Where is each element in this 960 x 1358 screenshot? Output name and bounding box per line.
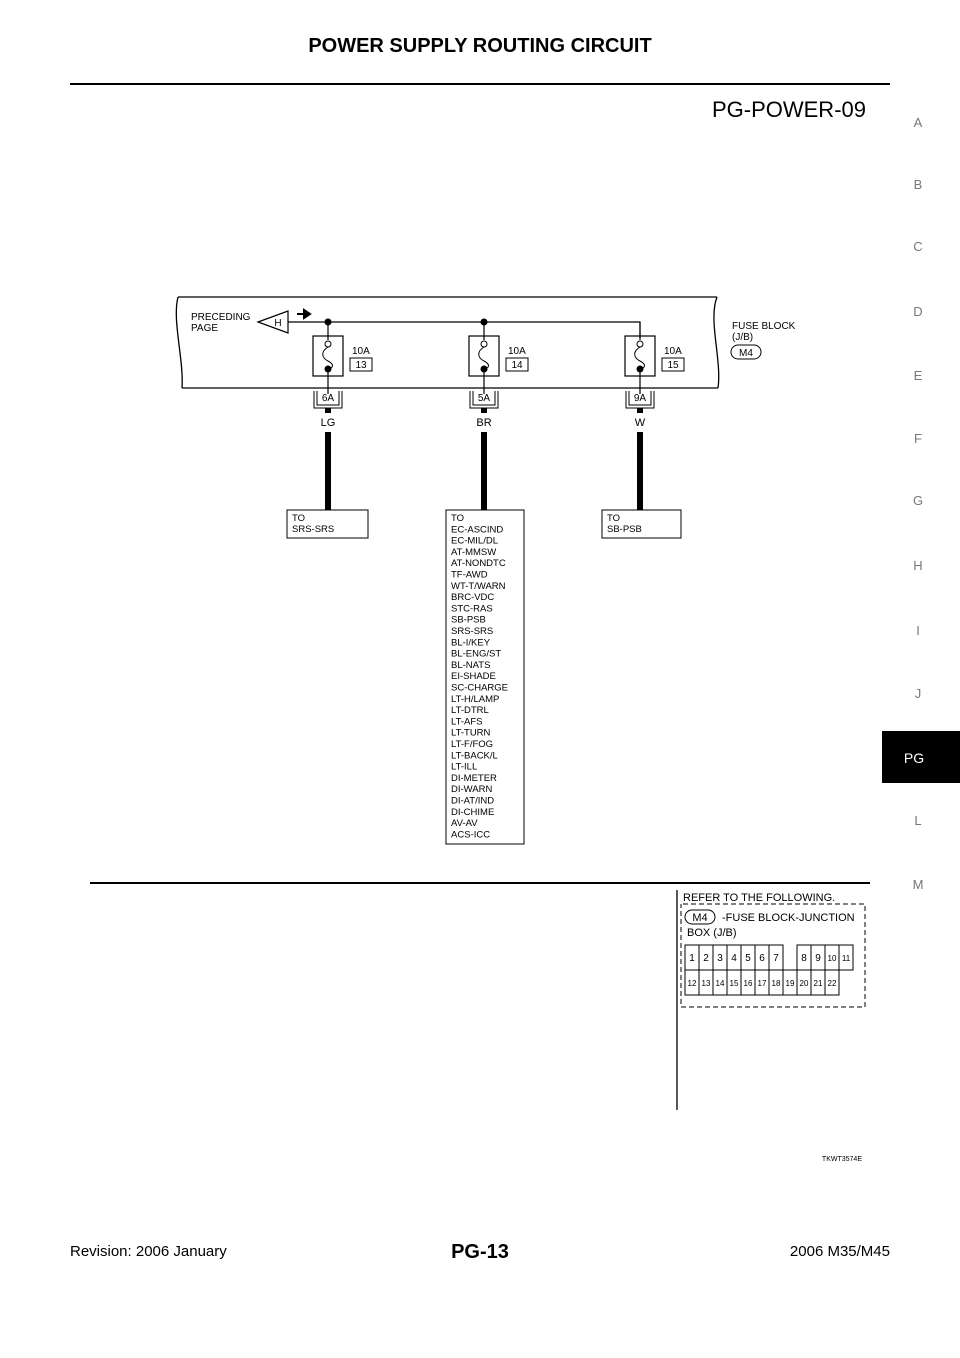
destination-middle-item[interactable]: SRS-SRS: [451, 626, 494, 637]
wire-color: W: [634, 417, 646, 429]
fuse-block-label: FUSE BLOCK: [732, 321, 796, 332]
destination-middle-item[interactable]: LT-ILL: [451, 761, 478, 773]
connector-cell-number: 22: [827, 979, 837, 988]
connector-cell-number: 17: [757, 979, 767, 988]
destination-middle-item: TO: [451, 513, 465, 524]
destination-middle-item[interactable]: SC-CHARGE: [451, 682, 509, 694]
destination-middle-item[interactable]: LT-DTRL: [451, 705, 489, 717]
wire: [325, 432, 331, 510]
destination-middle-item[interactable]: STC-RAS: [451, 603, 493, 615]
wire: [481, 432, 487, 510]
side-tab-b[interactable]: B: [913, 177, 923, 192]
fuse-block-label-2: (J/B): [732, 332, 754, 343]
destination-middle-item[interactable]: ACS-ICC: [451, 829, 491, 841]
off-page-flag-icon[interactable]: [258, 311, 288, 333]
destination-right-name[interactable]: SB-PSB: [607, 524, 642, 535]
destination-middle-list: [451, 513, 508, 840]
destination-middle-item[interactable]: AT-NONDTC: [451, 558, 506, 570]
connector-cell-number: 20: [799, 979, 809, 988]
destination-middle-item[interactable]: DI-WARN: [451, 784, 493, 796]
side-tab-m[interactable]: M: [912, 877, 924, 892]
connector-cell-number: 14: [715, 979, 725, 988]
wire: [481, 408, 487, 413]
side-tab-d[interactable]: D: [913, 304, 923, 319]
connector-cell-number: 2: [703, 953, 709, 964]
wire-color: LG: [320, 417, 336, 429]
connector-cell-number: 16: [743, 979, 753, 988]
destination-left-name[interactable]: SRS-SRS: [292, 524, 335, 535]
destination-middle-item[interactable]: AT-MMSW: [451, 546, 497, 558]
flag-letter: H: [274, 318, 282, 329]
preceding-page-label-2: PAGE: [191, 323, 219, 334]
connector-cell-number: 8: [801, 953, 807, 964]
fuses: [313, 322, 684, 510]
connector-cell-number: 1: [689, 953, 695, 964]
destination-middle-item[interactable]: BL-ENG/ST: [451, 648, 502, 660]
connector-cell-number: 5: [745, 953, 751, 964]
wire-color: BR: [476, 417, 492, 429]
fuse-terminal: [325, 341, 331, 347]
reference-connector-desc: -FUSE BLOCK-JUNCTION: [722, 912, 855, 924]
side-tab-c[interactable]: C: [913, 239, 923, 254]
side-tab-l[interactable]: L: [914, 813, 922, 828]
fuse-rating: 10A: [352, 346, 370, 357]
destination-middle-item[interactable]: WT-T/WARN: [451, 580, 506, 592]
footer-page-number: PG-13: [451, 1241, 509, 1263]
wire: [637, 408, 643, 413]
connector-cell-number: 10: [827, 954, 837, 963]
fuse-number: 13: [355, 360, 367, 371]
connector-cell-number: 7: [773, 953, 779, 964]
destination-middle-item[interactable]: LT-AFS: [451, 716, 483, 728]
fuse-rating: 10A: [664, 346, 682, 357]
destination-middle-item[interactable]: DI-METER: [451, 772, 497, 784]
side-tab-h[interactable]: H: [913, 558, 923, 573]
destination-middle-item[interactable]: SB-PSB: [451, 614, 486, 626]
connector-cell-number: 9: [815, 953, 821, 964]
destination-right-to: TO: [607, 513, 621, 524]
connector-cell-number: 3: [717, 953, 723, 964]
destination-middle-item[interactable]: EI-SHADE: [451, 671, 496, 683]
connector-cell-number: 19: [785, 979, 795, 988]
fuse-block-connector: M4: [739, 348, 753, 359]
destination-middle-item[interactable]: LT-H/LAMP: [451, 693, 500, 705]
connector-terminal: 5A: [477, 393, 491, 404]
connector-cell-number: 6: [759, 953, 765, 964]
fuse-terminal: [481, 341, 487, 347]
reference-heading: REFER TO THE FOLLOWING.: [683, 892, 836, 904]
fuse-number: 15: [667, 360, 679, 371]
diagram-id: PG-POWER-09: [711, 97, 866, 122]
connector-cell-number: 15: [729, 979, 739, 988]
reference-connector-desc-2: BOX (J/B): [687, 927, 737, 939]
connector-cell-number: 12: [687, 979, 697, 988]
destination-middle-item[interactable]: EC-ASCIND: [451, 524, 504, 536]
side-tab-pg[interactable]: PG: [903, 750, 925, 766]
wire: [325, 408, 331, 413]
side-tab-i[interactable]: I: [916, 623, 920, 638]
page-title: POWER SUPPLY ROUTING CIRCUIT: [308, 35, 652, 57]
destination-middle-item[interactable]: BL-I/KEY: [451, 637, 491, 649]
destination-middle-item[interactable]: LT-TURN: [451, 727, 491, 739]
footer-model: 2006 M35/M45: [789, 1243, 890, 1260]
fuse-number: 14: [511, 360, 523, 371]
side-tab-a[interactable]: A: [913, 115, 923, 130]
connector-terminal: 6A: [321, 393, 335, 404]
fuse-rating: 10A: [508, 346, 526, 357]
footer-revision: Revision: 2006 January: [70, 1243, 227, 1260]
arrow-right-icon: [297, 310, 310, 318]
figure-code: TKWT3574E: [821, 1156, 862, 1163]
connector-cell-number: 4: [731, 953, 737, 964]
reference-connector: M4: [692, 912, 708, 924]
destination-middle-item[interactable]: LT-BACK/L: [451, 750, 498, 762]
destination-middle-item[interactable]: EC-MIL/DL: [451, 535, 498, 547]
destination-middle-item[interactable]: DI-AT/IND: [451, 795, 495, 807]
destination-middle-item[interactable]: DI-CHIME: [451, 806, 495, 818]
connector-terminal: 9A: [633, 393, 647, 404]
preceding-page-label: PRECEDING: [191, 312, 251, 323]
connector-cell-number: 11: [841, 954, 851, 963]
wire: [637, 432, 643, 510]
connector-cell-number: 13: [701, 979, 711, 988]
destination-middle-item[interactable]: LT-F/FOG: [451, 739, 494, 750]
destination-middle-item[interactable]: AV-AV: [451, 818, 478, 830]
destination-middle-item[interactable]: TF-AWD: [451, 569, 488, 581]
destination-middle-item[interactable]: BL-NATS: [451, 659, 491, 671]
destination-middle-item[interactable]: BRC-VDC: [451, 592, 495, 604]
side-tab-g[interactable]: G: [912, 493, 924, 508]
side-tab-j[interactable]: J: [914, 686, 922, 701]
connector-cell-number: 18: [771, 979, 781, 988]
destination-left-to: TO: [292, 513, 306, 524]
side-tab-e[interactable]: E: [913, 368, 923, 383]
fuse-terminal: [637, 341, 643, 347]
connector-cell-number: 21: [813, 979, 823, 988]
side-tabs: [882, 115, 960, 892]
side-tab-f[interactable]: F: [914, 431, 922, 446]
connector-face: [685, 945, 853, 995]
